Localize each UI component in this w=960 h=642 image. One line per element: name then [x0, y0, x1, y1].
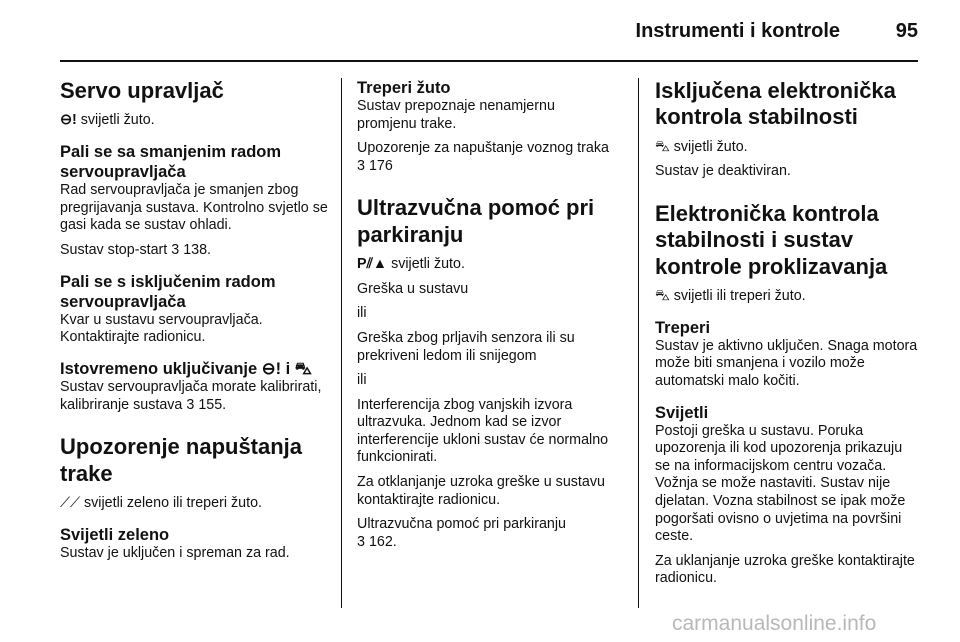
- paragraph: Interferencija zbog vanjskih izvora ultrazvuka. Jednom kad se izvor interferencije ukloni sustav će normalno funkcionirati.: [357, 396, 609, 466]
- column-divider: [341, 78, 342, 608]
- paragraph: Greška u sustavu: [357, 280, 469, 297]
- paragraph: Upozorenje za napuštanje voznog traka 3 176: [357, 140, 609, 174]
- header-divider: [60, 60, 918, 62]
- paragraph: Za otklanjanje uzroka greške u sustavu kontaktirajte radionicu.: [357, 474, 605, 508]
- subsection-heading: Svijetli zeleno: [60, 525, 170, 544]
- column-3: [655, 78, 921, 595]
- section-heading: Isključena elektronička kontrola stabilnosti: [655, 78, 896, 130]
- subsection-heading: Pali se s isključenim radom servoupravljača: [60, 272, 276, 311]
- subsection-heading: Svijetli: [655, 403, 709, 422]
- parking-assist-icon: P⫽▲: [357, 256, 388, 273]
- paragraph: Kvar u sustavu servoupravljača. Kontaktirajte radionicu.: [60, 311, 263, 346]
- steering-warning-icon: ⊖!: [60, 112, 77, 129]
- paragraph: ⛍ svijetli žuto.: [655, 138, 748, 155]
- paragraph: Sustav stop-start 3 138.: [60, 241, 212, 258]
- paragraph: Za uklanjanje uzroka greške kontaktirajte radionicu.: [655, 552, 915, 587]
- esc-warning-icon: ⛍: [294, 359, 312, 378]
- paragraph: Greška zbog prljavih senzora ili su prekriveni ledom ili snijegom: [357, 329, 575, 364]
- column-2: [357, 78, 613, 558]
- paragraph: ⛍ svijetli ili treperi žuto.: [655, 288, 806, 305]
- subsection-heading: Pali se sa smanjenim radom servoupravljača: [60, 142, 282, 182]
- section-heading: Upozorenje napuštanja trake: [60, 434, 303, 486]
- paragraph: Sustav prepoznaje nenamjernu promjenu trake.: [357, 98, 555, 132]
- column-divider: [638, 78, 639, 608]
- reference-arrow-icon: 3: [186, 396, 195, 413]
- steering-warning-icon: ⊖!: [261, 359, 282, 378]
- subsection-heading: Treperi: [655, 318, 711, 337]
- paragraph: Sustav je uključen i spreman za rad.: [60, 544, 290, 561]
- column-1: [60, 78, 328, 569]
- paragraph: Rad servoupravljača je smanjen zbog pregrijavanja sustava. Kontrolno svjetlo se gasi kada se sustav ohladi.: [60, 182, 328, 234]
- section-heading: Ultrazvučna pomoć pri parkiranju: [357, 195, 595, 247]
- subsection-heading: Istovremeno uključivanje ⊖! i ⛍: [60, 359, 312, 378]
- paragraph: Postoji greška u sustavu. Poruka upozorenja ili kod upozorenja prikazuju se na informacijskom centru vozača. Vožnja se može nastaviti. Sustav nije djelatan. Vozna stabilnost se ipak može pogoršati ovisno o uvjetima na površini ceste.: [655, 422, 906, 545]
- paragraph: Ultrazvučna pomoć pri parkiranju 3 162.: [357, 516, 566, 550]
- lane-departure-icon: ⟋⟋: [60, 495, 81, 511]
- reference-arrow-icon: 3: [171, 241, 180, 258]
- paragraph: P⫽▲ svijetli žuto.: [357, 256, 465, 273]
- section-heading: Servo upravljač: [60, 78, 224, 103]
- subsection-heading: Treperi žuto: [357, 79, 451, 97]
- section-heading: Elektronička kontrola stabilnosti i sustav kontrole proklizavanja: [655, 200, 888, 279]
- paragraph: Sustav servoupravljača morate kalibrirati, kalibriranje sustava 3 155.: [60, 379, 322, 413]
- paragraph: ili: [357, 305, 367, 322]
- paragraph: ili: [357, 372, 367, 389]
- watermark: carmanualsonline.info: [672, 612, 877, 635]
- esc-warning-icon: ⛍: [655, 288, 670, 305]
- esc-off-icon: ⛍: [655, 138, 670, 155]
- running-header-title: Instrumenti i kontrole: [635, 20, 840, 42]
- paragraph: ⊖! svijetli žuto.: [60, 112, 155, 129]
- reference-arrow-icon: 3: [357, 533, 365, 550]
- paragraph: Sustav je deaktiviran.: [655, 163, 791, 180]
- reference-arrow-icon: 3: [357, 157, 365, 174]
- paragraph: ⟋⟋ svijetli zeleno ili treperi žuto.: [60, 495, 262, 511]
- paragraph: Sustav je aktivno uključen. Snaga motora može biti smanjena i vozilo može automatski malo kočiti.: [655, 337, 918, 389]
- page-number: 95: [895, 20, 918, 42]
